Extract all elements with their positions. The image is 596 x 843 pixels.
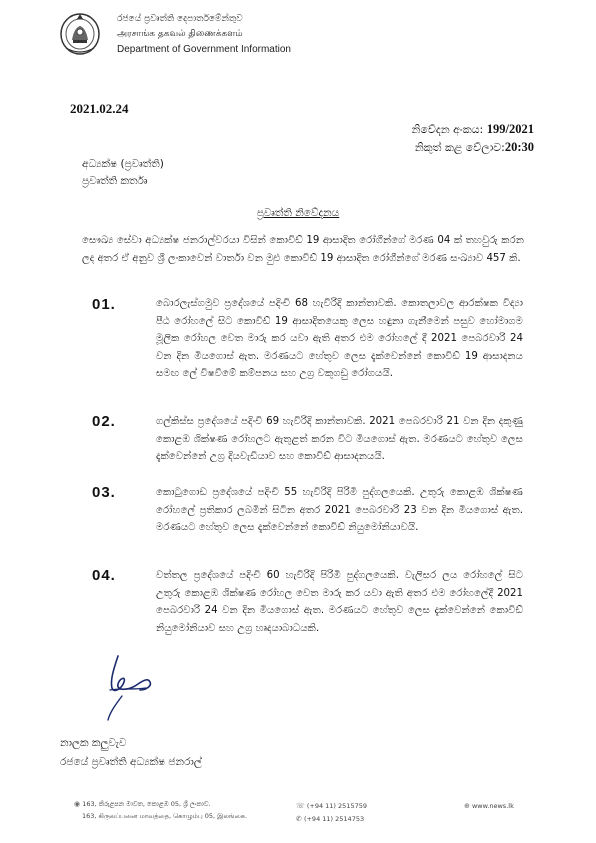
item-text-3: කොටුගොඩ ප්‍රදේශයේ පදිංචි 55 හැවිරිදි පිරිමි පුද්ගලයෙකි. උතුරු කොළඹ ශික්ෂණ රෝහලේ ප්‍රතිකාර ලබමින් සිටින අතර 2021 පෙබරවාරි 23 වන දින මියගොස් ඇත. මරණයට හේතුව ලෙස දැක්වෙන්නේ කොවිඩ් නියුමෝනියාවයි. xyxy=(156,487,523,533)
item-number-3: 03. xyxy=(92,484,116,501)
footer-phone-1-text: (+94 11) 2515759 xyxy=(306,802,367,810)
footer-phone-2 xyxy=(296,815,364,823)
intro-paragraph: සෞඛ්‍ය සේවා අධ්‍යක්ෂ ජනරාල්වරයා විසින් කොවිඩ් 19 ආසාදිත රෝගීන්ගේ මරණ 04 ක් තහවුරු කරන ලද අතර ඒ අනුව ශ්‍රී ලංකාවෙන් වාර්තා වන මුළු කොවිඩ් 19 ආසාදිත රෝගීන්ගේ මරණ සංඛ්‍යාව 457 කි. xyxy=(82,235,524,264)
recipient-1: අධ්‍යක්ෂ (ප්‍රවෘත්ති) xyxy=(82,158,164,170)
issue-time-value: 20:30 xyxy=(504,140,534,154)
reference-number xyxy=(412,122,535,137)
footer-address-1 xyxy=(74,800,211,809)
recipient-2: ප්‍රවෘත්ති කර්තෘ xyxy=(82,175,148,187)
item-number-2: 02. xyxy=(92,413,116,430)
issue-time-label: නිකුත් කළ වේලාව: xyxy=(414,141,505,154)
footer-phone-2-text: (+94 11) 2514753 xyxy=(303,815,365,823)
signatory-name: නාලක කලුවැව xyxy=(60,737,127,749)
footer-website xyxy=(464,802,514,810)
signature-icon xyxy=(100,648,190,723)
reference-number-label: නිවේදන අංකය: xyxy=(411,123,484,136)
subject-heading xyxy=(0,207,596,220)
item-text-2: ගල්කිස්ස ප්‍රදේශයේ පදිංචි 69 හැවිරිදි කාන්තාවකි. 2021 පෙබරවාරි 21 වන දින දකුණු කොළඹ ශික්ෂණ රෝහලට ඇතුළත් කරන විට මියගොස් ඇත. මරණයට හේතුව ලෙස දැක්වෙන්නේ උග්‍ර දියවැඩියාව සහ කොවිඩ් ආසාදනයයි. xyxy=(156,416,523,462)
globe-icon: ⊕ xyxy=(464,802,470,810)
footer-address-1-text: 163, කිරුළපන මාවත, කොළඹ 05, ශ්‍රී ලංකාව. xyxy=(82,800,211,808)
subject-text: ප්‍රවෘත්ති නිවේදනය xyxy=(256,207,340,219)
footer-phone-1 xyxy=(296,802,367,810)
footer-website-text: www.news.lk xyxy=(471,802,514,810)
location-icon: ◉ xyxy=(74,800,81,808)
government-emblem-icon xyxy=(58,10,102,56)
header-sinhala: රජයේ ප්‍රවෘත්ති දෙපාර්තමේන්තුව xyxy=(117,14,243,24)
issue-time xyxy=(415,140,534,155)
footer-address-2: 163, கிருலப்பனை மாவத்தை, கொழும்பு 05, இலங்கை. xyxy=(82,812,247,820)
header-english: Department of Government Information xyxy=(117,44,291,55)
phone-icon: ☏ xyxy=(296,802,305,810)
reference-number-value: 199/2021 xyxy=(486,122,534,136)
header-tamil: அரசாங்க தகவல் திணைக்களம் xyxy=(117,29,243,39)
signatory-title: රජයේ ප්‍රවෘත්ති අධ්‍යක්ෂ ජනරාල් xyxy=(60,756,202,768)
item-number-1: 01. xyxy=(92,296,116,313)
document-date: 2021.02.24 xyxy=(70,101,129,116)
fax-icon: ✆ xyxy=(296,815,302,823)
item-number-4: 04. xyxy=(92,567,116,584)
item-text-1: බොරලැස්ගමුව ප්‍රදේශයේ පදිංචි 68 හැවිරිදි කාන්තාවකි. කොතලාවල ආරක්ෂක විද්‍යා පීඨ රෝහලේ සිට කොවිඩ් 19 ආසාදිතයෙකු ලෙස හඳුනා ගැනීමෙන් පසුව හෝමාගම මූලික රෝහල වෙත මාරු කර යවා ඇති අතර එම රෝහලේ දී 2021 පෙබරවාරි 24 වන දින මියගොස් ඇත. මරණයට හේතුව ලෙස දැක්වෙන්නේ කොවිඩ් 19 ආසාදනය සමඟ ලේ විෂවීමේ කම්පනය සහ උග්‍ර වකුගඩු රෝගයයි. xyxy=(156,298,523,379)
item-text-4: වත්තල ප්‍රදේශයේ පදිංචි 60 හැවිරිදි පිරිමි පුද්ගලයෙකි. වැලිසර ලය රෝහලේ සිට උතුරු කොළඹ ශික්ෂණ රෝහල වෙත මාරු කර යවා ඇති අතර එම රෝහලේදී 2021 පෙබරවාරි 24 වන දින මියගොස් ඇත. මරණයට හේතුව ලෙස දැක්වෙන්නේ කොවිඩ් නියුමෝනියාව සහ උග්‍ර හෘදයාබාධයකි. xyxy=(156,570,523,634)
